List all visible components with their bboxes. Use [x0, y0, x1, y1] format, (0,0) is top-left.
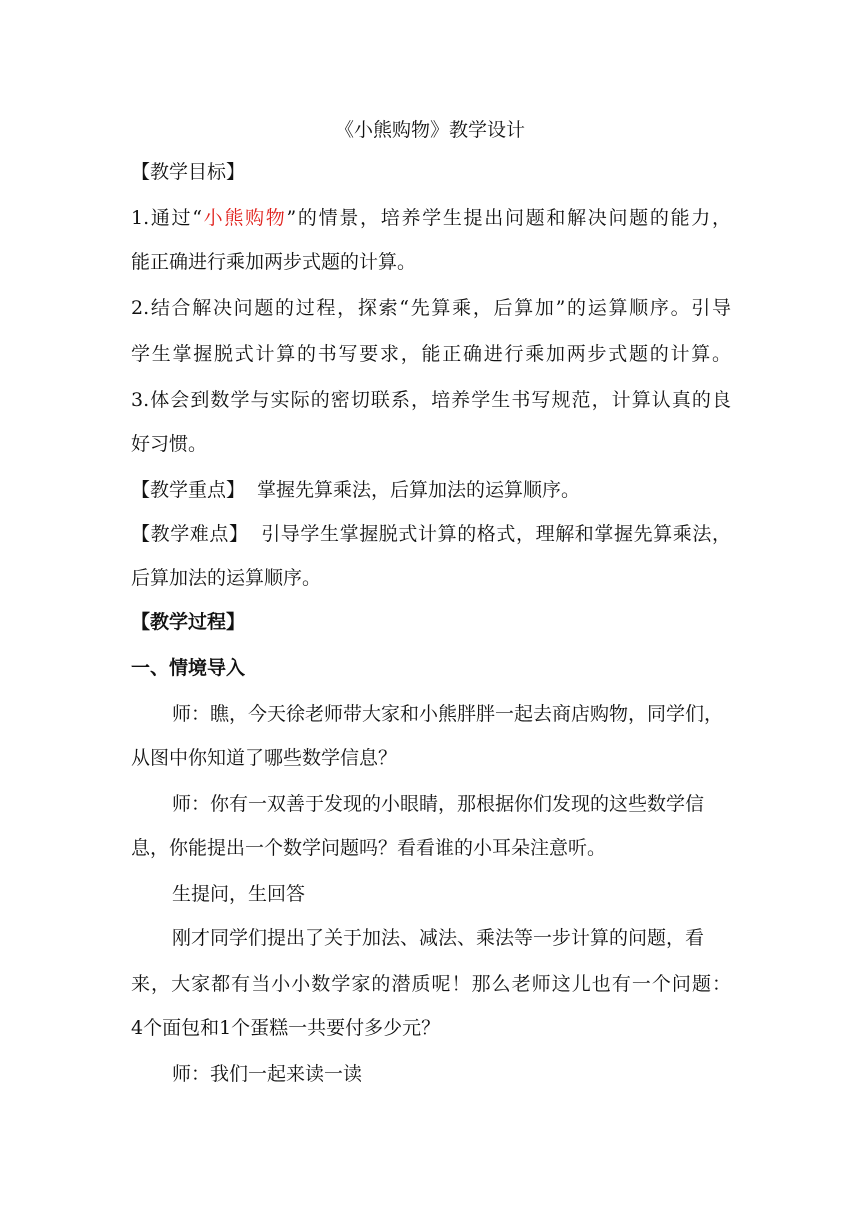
section-heading-1: 一、情境导入: [131, 657, 246, 679]
objective-1-suffix: ”的情景，培养学生提出问题和解决问题的能力，: [286, 207, 732, 229]
paragraph-4-line-2: 来，大家都有当小小数学家的潜质呢！那么老师这儿也有一个问题：: [131, 973, 731, 995]
difficulty-label: 【教学难点】: [131, 523, 249, 545]
key-point-label: 【教学重点】: [131, 479, 246, 501]
paragraph-2-line-2: 息，你能提出一个数学问题吗？看看谁的小耳朵注意听。: [131, 837, 607, 859]
paragraph-2-line-1: 师：你有一双善于发现的小眼睛，那根据你们发现的这些数学信: [172, 793, 705, 815]
objectives-heading: 【教学目标】: [131, 161, 246, 183]
paragraph-4-line-3: 4个面包和1个蛋糕一共要付多少元？: [131, 1017, 441, 1039]
objective-1-prefix: 1.通过“: [131, 207, 202, 229]
objective-1-line-1: [131, 206, 731, 230]
objective-1-line-2: 能正确进行乘加两步式题的计算。: [131, 251, 417, 273]
paragraph-1-line-1: 师：瞧，今天徐老师带大家和小熊胖胖一起去商店购物，同学们，: [172, 703, 724, 725]
paragraph-4-line-1: 刚才同学们提出了关于加法、减法、乘法等一步计算的问题，看: [172, 927, 705, 949]
objective-3-line-2: 好习惯。: [131, 433, 208, 455]
objective-3-line-1: 3.体会到数学与实际的密切联系，培养学生书写规范，计算认真的良: [131, 389, 731, 411]
objective-2-line-2: 学生掌握脱式计算的书写要求，能正确进行乘加两步式题的计算。: [131, 343, 731, 365]
key-point: [131, 478, 731, 502]
key-point-text: 掌握先算乘法，后算加法的运算顺序。: [257, 479, 581, 501]
difficulty-text: 引导学生掌握脱式计算的格式，理解和掌握先算乘法，: [260, 523, 731, 545]
difficulty-line-2: 后算加法的运算顺序。: [131, 567, 322, 589]
difficulty: [131, 522, 731, 546]
objective-1-highlight: 小熊购物: [201, 207, 287, 229]
paragraph-1-line-2: 从图中你知道了哪些数学信息？: [131, 747, 398, 769]
paragraph-5: 师：我们一起来读一读: [172, 1063, 363, 1085]
objective-2-line-1: 2.结合解决问题的过程，探索“先算乘，后算加”的运算顺序。引导: [131, 297, 731, 319]
paragraph-3: 生提问，生回答: [172, 883, 306, 905]
document-title: 《小熊购物》教学设计: [334, 119, 525, 141]
process-heading: 【教学过程】: [131, 611, 246, 633]
